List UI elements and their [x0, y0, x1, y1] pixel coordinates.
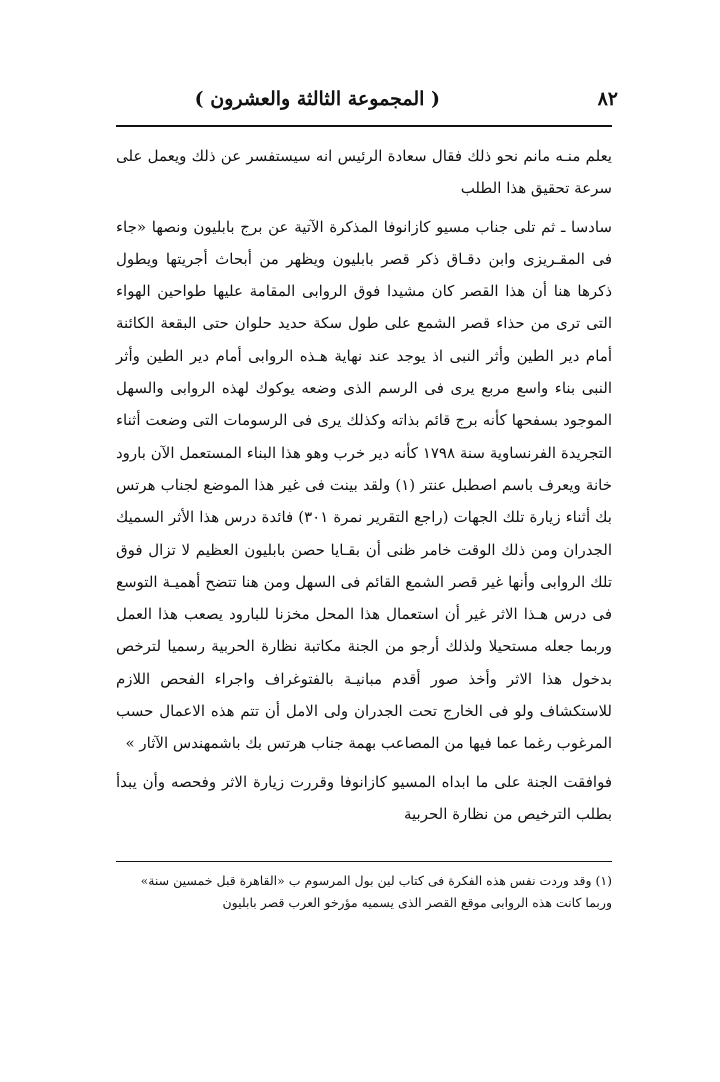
footnote-text: وقد وردت نفس هذه الفكرة فى كتاب لين بول المرسوم ب «القاهرة قبل خمسين سنة» وربما كانت هذه الروابى موقع القصر الذى يسميه مؤرخو العرب قصر بابليون — [140, 873, 612, 910]
body-text — [116, 140, 612, 830]
paragraph: سادسا ـ ثم تلى جناب مسيو كازانوفا المذكرة الآتية عن برج بابليون ونصها «جاء فى المقـريزى وابن دقـاق ذكر قصر بابليون ويظهر من أبحاث أجريتها ويطول ذكرها هنا أن هذا القصر كان مشيدا فوق الروابى المقامة عليها طواحين الهواء التى ترى من حذاء قصر الشمع على طول سكة حديد حلوان حتى البقعة الكائنة أمام دير الطين وأثر النبى اذ يوجد عند نهاية هـذه الروابى أمام دير الطين وأثر النبى بناء واسع مربع يرى فى الرسم الذى وضعه يوكوك لهذه الروابى والسهل الموجود بسفحها كأنه برج قائم بذاته وكذلك يرى فى الرسومات التى وضعت أثناء التجريدة الفرنساوية سنة ١٧٩٨ كأنه دير خرب وهو هذا البناء المستعمل الآن بارود خانة ويعرف باسم اصطبل عنتر (١) ولقد بينت فى غير هذا الموضع لجناب هرتس بك أثناء زيارة تلك الجهات (راجع التقرير نمرة ٣٠١) فائدة درس هذا الأثر السميك الجدران ومن ذلك الوقت خامر ظنى أن بقـايا حصن بابليون العظيم لا تزال فوق تلك الروابى وأنها غير قصر الشمع القائم فى السهل ومن هنا تتضح أهميـة التوسع فى درس هـذا الاثر غير أن استعمال هذا المحل مخزنا للبارود يصعب هذا العمل وربما جعله مستحيلا ولذلك أرجو من الجنة مكاتبة نظارة الحربية رسميا لترخص بدخول هذا الاثر وأخذ صور أقدم مبانيـة بالفتوغراف واجراء الفحص اللازم للاستكشاف ولو فى الخارج تحت الجدران ولى الامل أن تتم هذه الاعمال حسب المرغوب رغما عما فيها من المصاعب بهمة جناب هرتس بك باشمهندس الآثار » — [116, 217, 613, 753]
footnote — [116, 870, 612, 914]
header-rule — [116, 125, 612, 127]
footnote-rule — [116, 861, 612, 862]
page-header — [110, 88, 618, 118]
paragraph: فوافقت الجنة على ما ابداه المسيو كازانوفا وقررت زيارة الاثر وفحصه وأن يبدأ بطلب الترخيص من نظارة الحربية — [116, 772, 612, 823]
running-title: ( المجموعة الثالثة والعشرون ) — [194, 88, 440, 110]
footnote-number: (١) — [595, 873, 612, 888]
page-number: ٨٢ — [597, 88, 618, 110]
paragraph: يعلم منـه مانم نحو ذلك فقال سعادة الرئيس انه سيستفسر عن ذلك ويعمل على سرعة تحقيق هذا الطلب — [116, 147, 612, 198]
